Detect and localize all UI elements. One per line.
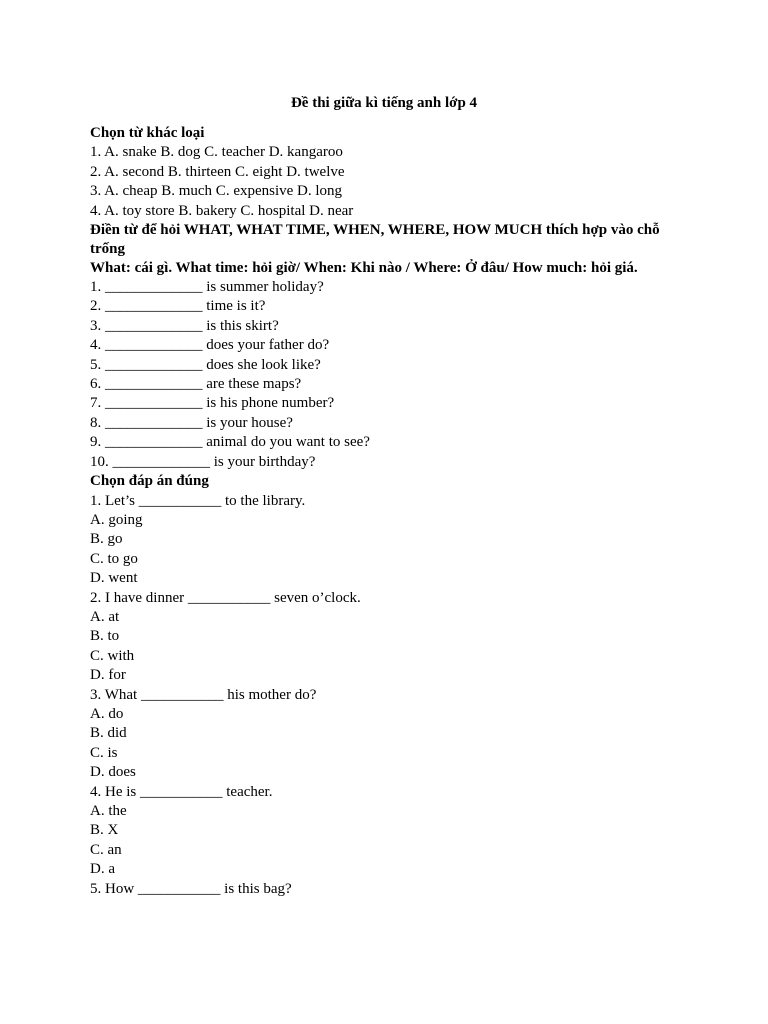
document-line: 3. A. cheap B. much C. expensive D. long bbox=[90, 183, 343, 200]
document-line: D. a bbox=[90, 861, 115, 878]
document-line: A. going bbox=[90, 511, 143, 528]
document-line: A. do bbox=[90, 705, 124, 722]
document-line: 4. He is ___________ teacher. bbox=[90, 783, 273, 800]
document-line: 1. _____________ is summer holiday? bbox=[90, 279, 324, 296]
document-body bbox=[90, 124, 680, 899]
section-heading: What: cái gì. What time: hỏi giờ/ When: Khi nào / Where: Ở đâu/ How much: hỏi giá. bbox=[90, 260, 638, 277]
document-line: 9. _____________ animal do you want to see? bbox=[90, 434, 370, 451]
document-line: 6. _____________ are these maps? bbox=[90, 376, 302, 393]
document-title: Đề thi giữa kì tiếng anh lớp 4 bbox=[290, 95, 478, 111]
document-line: B. go bbox=[90, 531, 123, 548]
document-line: D. for bbox=[90, 667, 126, 684]
document-line: 2. I have dinner ___________ seven o’clock. bbox=[90, 589, 361, 606]
document-line: 3. _____________ is this skirt? bbox=[90, 317, 279, 334]
section-heading: Điền từ để hỏi WHAT, WHAT TIME, WHEN, WHERE, HOW MUCH thích hợp vào chỗ trống bbox=[90, 222, 660, 258]
document-line: 7. _____________ is his phone number? bbox=[90, 395, 335, 412]
document-line: C. with bbox=[90, 647, 135, 664]
section-heading: Chọn từ khác loại bbox=[90, 125, 205, 141]
document-line: C. an bbox=[90, 841, 122, 858]
document-line: A. at bbox=[90, 608, 120, 625]
document-line: C. to go bbox=[90, 550, 138, 567]
document-line: 4. A. toy store B. bakery C. hospital D. near bbox=[90, 202, 354, 219]
document-line: 10. _____________ is your birthday? bbox=[90, 453, 316, 470]
document-line: 8. _____________ is your house? bbox=[90, 414, 293, 431]
document-line: C. is bbox=[90, 744, 118, 761]
document-line: B. to bbox=[90, 628, 120, 645]
document-line: 3. What ___________ his mother do? bbox=[90, 686, 317, 703]
document-line: 1. Let’s ___________ to the library. bbox=[90, 492, 306, 509]
document-line: D. does bbox=[90, 764, 136, 781]
section-heading: Chọn đáp án đúng bbox=[90, 473, 209, 490]
document-line: B. X bbox=[90, 822, 119, 839]
document-line: 2. _____________ time is it? bbox=[90, 298, 266, 315]
document-line: D. went bbox=[90, 570, 138, 587]
document-line: B. did bbox=[90, 725, 127, 742]
document-line: 1. A. snake B. dog C. teacher D. kangaroo bbox=[90, 144, 343, 161]
document-line: A. the bbox=[90, 803, 127, 819]
document-line: 5. How ___________ is this bag? bbox=[90, 880, 292, 897]
document-line: 5. _____________ does she look like? bbox=[90, 356, 321, 373]
document-line: 2. A. second B. thirteen C. eight D. twelve bbox=[90, 163, 345, 180]
document-line: 4. _____________ does your father do? bbox=[90, 337, 330, 354]
